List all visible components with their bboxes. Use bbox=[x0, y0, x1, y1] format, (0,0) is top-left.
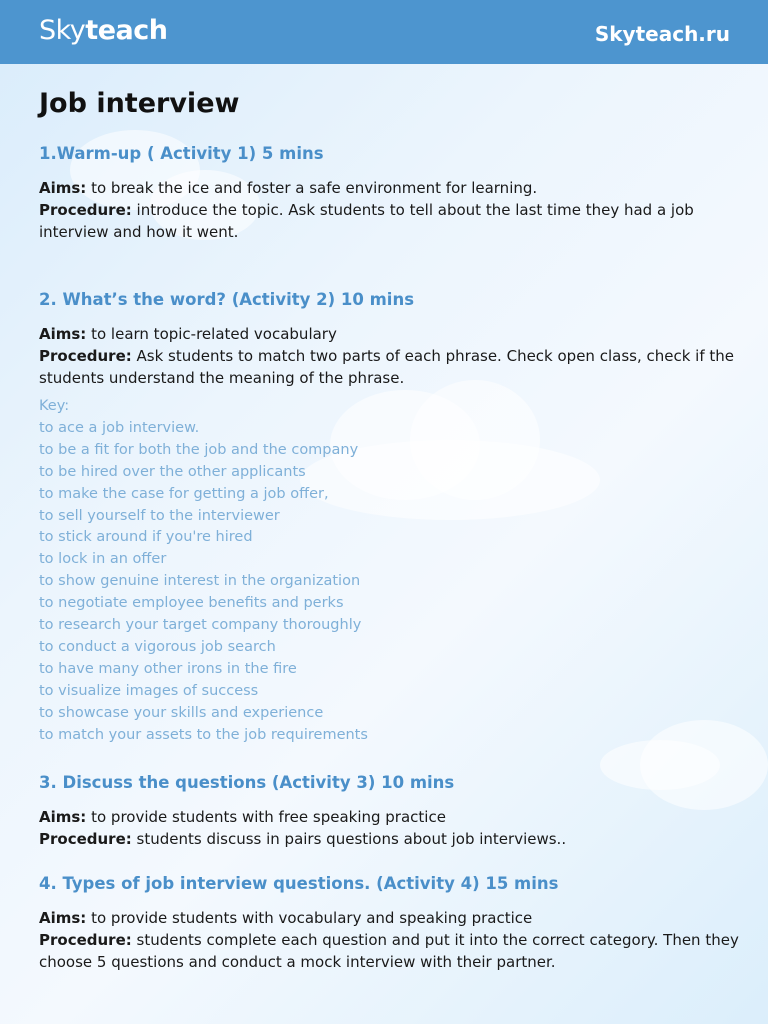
key-item: to visualize images of success bbox=[39, 682, 259, 699]
section-4-procedure bbox=[39, 929, 739, 973]
background-cloud bbox=[600, 740, 720, 790]
procedure-label: Procedure: bbox=[39, 201, 132, 219]
aims-label: Aims: bbox=[39, 179, 87, 197]
key-item: to make the case for getting a job offer, bbox=[39, 485, 329, 502]
section-3-heading: 3. Discuss the questions (Activity 3) 10 mins bbox=[39, 773, 455, 792]
aims-label: Aims: bbox=[39, 808, 87, 826]
logo-bold-text: teach bbox=[85, 15, 168, 46]
key-item: to research your target company thoroughly bbox=[39, 617, 362, 634]
key-item: to negotiate employee benefits and perks bbox=[39, 595, 344, 612]
procedure-text: students discuss in pairs questions about job interviews.. bbox=[136, 830, 567, 848]
key-item: to have many other irons in the fire bbox=[39, 660, 297, 677]
logo-light-text: Sky bbox=[39, 15, 86, 46]
section-3-procedure bbox=[39, 828, 739, 850]
site-link[interactable]: Skyteach.ru bbox=[594, 22, 730, 46]
aims-text: to break the ice and foster a safe environment for learning. bbox=[91, 179, 538, 197]
section-1-aims bbox=[39, 177, 739, 199]
key-item: to match your assets to the job requirements bbox=[39, 726, 368, 743]
section-4-aims bbox=[39, 907, 739, 929]
procedure-text: students complete each question and put it into the correct category. Then they choose 5 questions and conduct a mock interview with their partner. bbox=[39, 931, 739, 971]
key-item: to conduct a vigorous job search bbox=[39, 638, 276, 655]
aims-label: Aims: bbox=[39, 909, 87, 927]
page-title: Job interview bbox=[39, 88, 240, 119]
procedure-label: Procedure: bbox=[39, 931, 132, 949]
procedure-text: Ask students to match two parts of each phrase. Check open class, check if the students understand the meaning of the phrase. bbox=[39, 347, 734, 387]
section-2-heading: 2. What’s the word? (Activity 2) 10 mins bbox=[39, 290, 415, 309]
aims-text: to provide students with vocabulary and speaking practice bbox=[91, 909, 533, 927]
procedure-text: introduce the topic. Ask students to tell about the last time they had a job interview and how it went. bbox=[39, 201, 694, 241]
key-item: to stick around if you're hired bbox=[39, 529, 253, 546]
aims-text: to learn topic-related vocabulary bbox=[91, 325, 337, 343]
section-4-heading: 4. Types of job interview questions. (Activity 4) 15 mins bbox=[39, 874, 559, 893]
key-item: to be a fit for both the job and the company bbox=[39, 441, 359, 458]
skyteach-logo bbox=[39, 15, 167, 46]
key-label: Key: bbox=[39, 398, 70, 414]
header-bar bbox=[0, 0, 768, 64]
key-item: to lock in an offer bbox=[39, 551, 167, 568]
key-item: to show genuine interest in the organization bbox=[39, 573, 361, 590]
key-item: to ace a job interview. bbox=[39, 419, 200, 436]
key-item: to sell yourself to the interviewer bbox=[39, 507, 280, 524]
key-item: to be hired over the other applicants bbox=[39, 463, 306, 480]
section-3-aims bbox=[39, 806, 739, 828]
answer-key bbox=[39, 396, 368, 747]
procedure-label: Procedure: bbox=[39, 347, 132, 365]
section-2-procedure bbox=[39, 345, 739, 389]
section-1-heading: 1.Warm-up ( Activity 1) 5 mins bbox=[39, 144, 324, 163]
key-item: to showcase your skills and experience bbox=[39, 704, 324, 721]
procedure-label: Procedure: bbox=[39, 830, 132, 848]
aims-label: Aims: bbox=[39, 325, 87, 343]
section-1-procedure bbox=[39, 199, 739, 243]
aims-text: to provide students with free speaking practice bbox=[91, 808, 446, 826]
section-2-aims bbox=[39, 323, 739, 345]
